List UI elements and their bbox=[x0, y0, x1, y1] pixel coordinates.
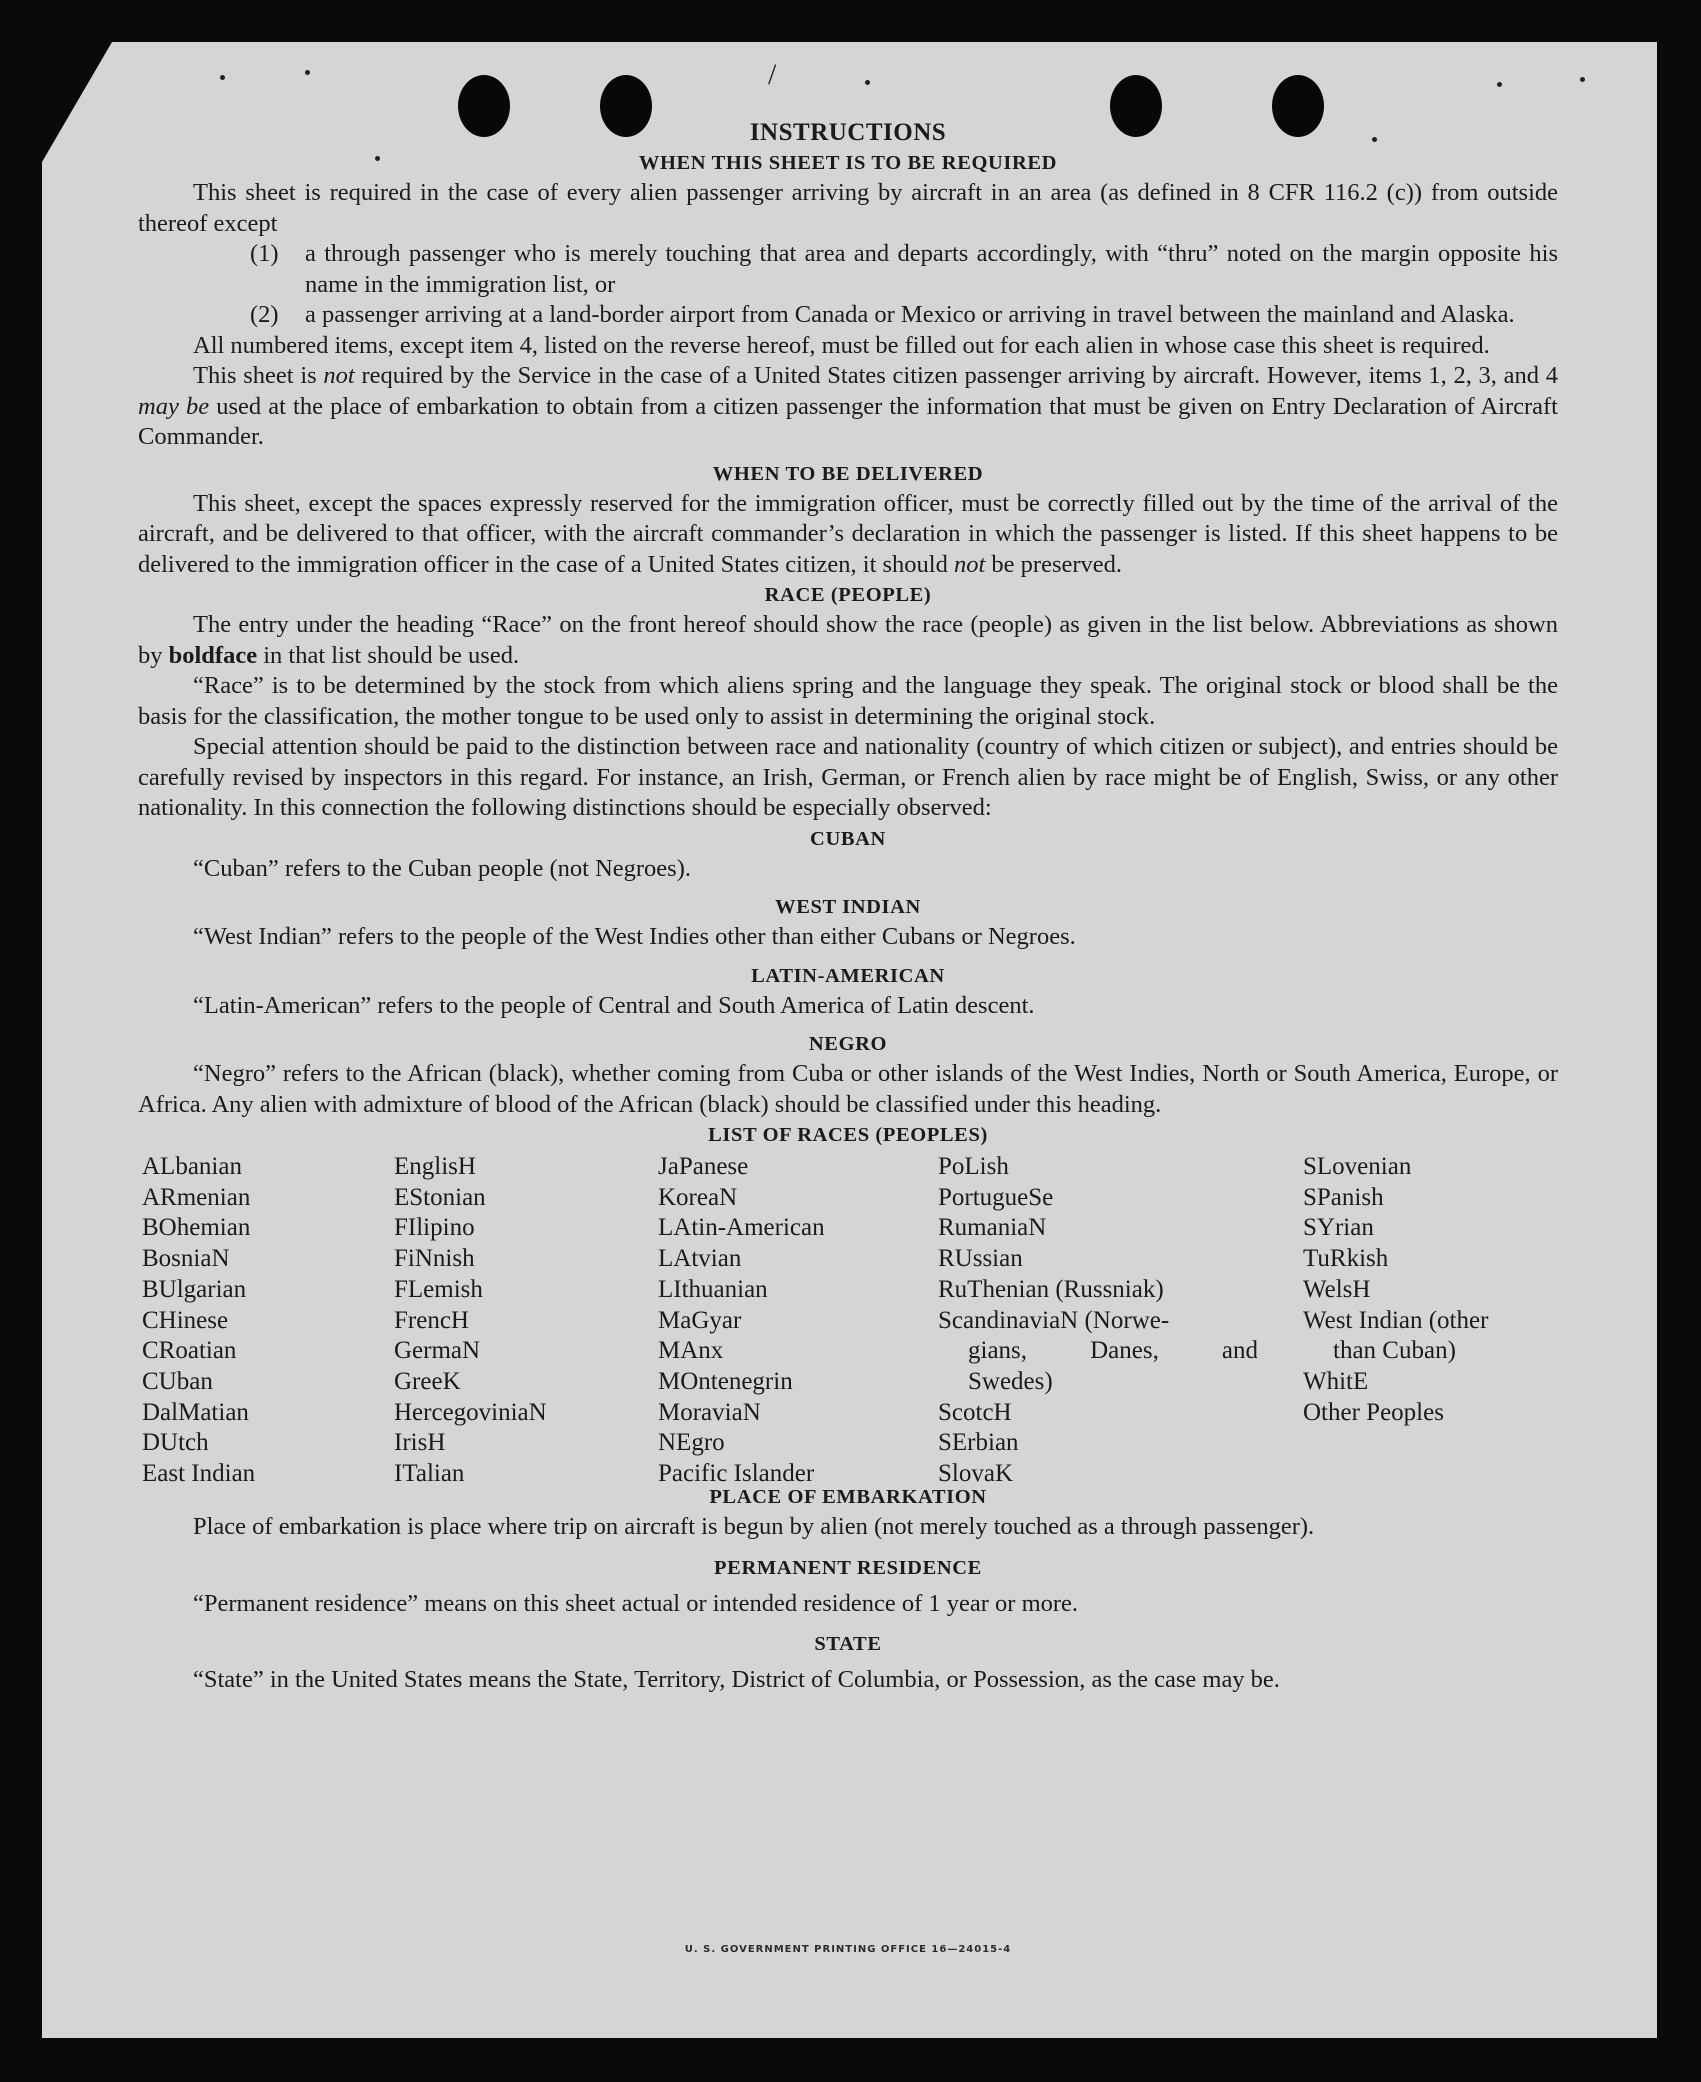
section-heading: LIST OF RACES (PEOPLES) bbox=[708, 1124, 988, 1146]
speck bbox=[220, 75, 225, 80]
race-item: SLovenian bbox=[1303, 1153, 1412, 1180]
speck bbox=[1580, 77, 1585, 82]
race-item: MoraviaN bbox=[658, 1398, 761, 1426]
race-item: MAnx bbox=[658, 1337, 724, 1365]
section-heading: PLACE OF EMBARKATION bbox=[709, 1486, 987, 1508]
race-item: EnglisH bbox=[394, 1153, 476, 1180]
text-run: The entry under the heading “Race” on the front hereof should show the race (people) as given in the list below. Abbreviations as shown by bbox=[138, 611, 1558, 669]
race-item: FrencH bbox=[394, 1306, 469, 1334]
paragraph: This sheet is required in the case of every alien passenger arriving by aircraft in an area (as defined in 8 CFR 116.2 (c)) from outside thereof except bbox=[138, 179, 1558, 237]
race-item: SErbian bbox=[938, 1429, 1019, 1457]
race-continuation bbox=[938, 1336, 1258, 1367]
section-heading: PERMANENT RESIDENCE bbox=[714, 1556, 982, 1579]
speck bbox=[1497, 82, 1502, 87]
paragraph: “Negro” refers to the African (black), whether coming from Cuba or other islands of the West Indies, North or South America, Europe, or Africa. Any alien with admixture of blood of the African (black) should be classified under this heading. bbox=[138, 1060, 1558, 1118]
italic-run: not bbox=[953, 550, 986, 578]
race-item: PoLish bbox=[938, 1153, 1009, 1180]
races-column bbox=[938, 1152, 1258, 1490]
pen-mark: / bbox=[768, 58, 777, 91]
race-item: RuThenian (Russniak) bbox=[938, 1275, 1164, 1303]
item-number: (1) bbox=[250, 240, 279, 267]
race-item: FIlipino bbox=[394, 1214, 475, 1242]
instructions-body bbox=[138, 118, 1558, 1696]
text-run: in that list should be used. bbox=[257, 641, 520, 669]
race-group bbox=[1303, 1367, 1488, 1428]
race-item: LAtvian bbox=[658, 1245, 742, 1273]
race-item: RUssian bbox=[938, 1245, 1023, 1273]
race-item: JaPanese bbox=[658, 1153, 749, 1180]
paragraph: “Latin-American” refers to the people of Central and South America of Latin descent. bbox=[193, 991, 1035, 1019]
list-item bbox=[138, 239, 1558, 300]
race-item: GreeK bbox=[394, 1367, 461, 1395]
race-item: West Indian (other bbox=[1303, 1306, 1489, 1334]
race-item: PortugueSe bbox=[938, 1183, 1054, 1211]
section-heading: NEGRO bbox=[808, 1033, 888, 1055]
race-item: DalMatian bbox=[142, 1398, 249, 1426]
printer-footer: U. S. GOVERNMENT PRINTING OFFICE 16—24015-4 bbox=[684, 1944, 1012, 1955]
race-item: IrisH bbox=[394, 1429, 446, 1457]
paragraph bbox=[138, 610, 1558, 671]
race-item: LIthuanian bbox=[658, 1275, 768, 1303]
paragraph bbox=[138, 361, 1558, 453]
section-heading: WEST INDIAN bbox=[775, 896, 921, 918]
section-heading: RACE (PEOPLE) bbox=[764, 584, 932, 606]
paragraph: Special attention should be paid to the distinction between race and nationality (country of which citizen or subject), and entries should be carefully revised by inspectors in this regard. For instance, an Irish, German, or French alien by race might be of English, Swiss, or any other nationality. In this connection the following distinctions should be especially observed: bbox=[138, 733, 1558, 821]
race-word: gians, bbox=[968, 1337, 1028, 1365]
item-text: a passenger arriving at a land-border airport from Canada or Mexico or arriving in travel between the mainland and Alaska. bbox=[305, 301, 1515, 328]
text-run: used at the place of embarkation to obtain from a citizen passenger the information that must be given on Entry Declaration of Aircraft Commander. bbox=[138, 392, 1558, 450]
section-heading: WHEN TO BE DELIVERED bbox=[712, 462, 984, 485]
paragraph: “State” in the United States means the State, Territory, District of Columbia, or Possession, as the case may be. bbox=[193, 1666, 1280, 1693]
paragraph: “Race” is to be determined by the stock from which aliens spring and the language they speak. The original stock or blood shall be the basis for the classification, the mother tongue to be used only to assist in determining the original stock. bbox=[138, 672, 1558, 730]
race-item: SPanish bbox=[1303, 1183, 1384, 1211]
race-item: ARmenian bbox=[142, 1183, 251, 1211]
race-item: WhitE bbox=[1303, 1367, 1369, 1395]
race-item: ScandinaviaN (Norwe- bbox=[938, 1306, 1170, 1334]
races-column bbox=[1303, 1152, 1488, 1428]
folded-corner bbox=[42, 42, 112, 162]
race-item: ALbanian bbox=[142, 1153, 242, 1180]
races-column bbox=[658, 1152, 825, 1490]
race-item: East Indian bbox=[142, 1460, 256, 1488]
item-number: (2) bbox=[250, 301, 279, 328]
italic-run: not bbox=[323, 362, 355, 389]
paragraph: “West Indian” refers to the people of the West Indies other than either Cubans or Negroes. bbox=[193, 923, 1076, 950]
list-item bbox=[138, 300, 1558, 331]
race-item: BUlgarian bbox=[142, 1275, 247, 1303]
race-item: Swedes) bbox=[968, 1367, 1053, 1395]
section-heading: WHEN THIS SHEET IS TO BE REQUIRED bbox=[638, 152, 1058, 174]
race-group bbox=[938, 1398, 1258, 1490]
section-heading: LATIN-AMERICAN bbox=[751, 964, 945, 987]
race-item: NEgro bbox=[658, 1429, 725, 1457]
race-item: BosniaN bbox=[142, 1245, 230, 1273]
paragraph: “Cuban” refers to the Cuban people (not Negroes). bbox=[193, 854, 691, 882]
race-item: MOntenegrin bbox=[658, 1367, 793, 1395]
race-item: FLemish bbox=[394, 1275, 483, 1303]
race-item: CHinese bbox=[142, 1306, 229, 1334]
race-item: DUtch bbox=[142, 1429, 209, 1457]
race-item: WelsH bbox=[1303, 1275, 1371, 1303]
italic-run: may be bbox=[138, 392, 210, 420]
section-heading: CUBAN bbox=[810, 827, 886, 850]
race-item: ScotcH bbox=[938, 1398, 1012, 1426]
race-item: CRoatian bbox=[142, 1337, 237, 1365]
race-item: EStonian bbox=[394, 1183, 486, 1211]
item-text: a through passenger who is merely touching that area and departs accordingly, with “thru” noted on the margin opposite his name in the immigration list, or bbox=[305, 240, 1558, 298]
text-run: be preserved. bbox=[985, 550, 1123, 578]
speck bbox=[865, 80, 870, 85]
races-column bbox=[142, 1152, 255, 1490]
section-heading: STATE bbox=[814, 1633, 882, 1655]
race-item: CUban bbox=[142, 1367, 213, 1395]
races-column bbox=[394, 1152, 547, 1490]
race-item: HercegoviniaN bbox=[394, 1398, 547, 1426]
race-word: Danes, bbox=[1090, 1337, 1159, 1365]
race-item: FiNnish bbox=[394, 1245, 475, 1273]
text-run: This sheet, except the spaces expressly reserved for the immigration officer, must be correctly filled out by the time of the arrival of the aircraft, and be delivered to that officer, with the aircraft commander’s declaration in which the passenger is listed. If this sheet happens to be delivered to the immigration officer in the case of a United States citizen, it should bbox=[138, 489, 1558, 578]
paragraph: “Permanent residence” means on this sheet actual or intended residence of 1 year or more. bbox=[193, 1589, 1079, 1617]
text-run: required by the Service in the case of a United States citizen passenger arriving by aircraft. However, items 1, 2, 3, and 4 bbox=[354, 362, 1558, 389]
race-item: SlovaK bbox=[938, 1460, 1013, 1488]
race-item: KoreaN bbox=[658, 1183, 738, 1211]
race-item: SYrian bbox=[1303, 1214, 1374, 1242]
race-item: Other Peoples bbox=[1303, 1398, 1444, 1426]
race-item: MaGyar bbox=[658, 1306, 742, 1334]
race-item: ITalian bbox=[394, 1460, 465, 1488]
race-word: and bbox=[1221, 1337, 1258, 1365]
race-item: RumaniaN bbox=[938, 1214, 1047, 1242]
bold-run: boldface bbox=[168, 641, 258, 669]
speck bbox=[305, 70, 310, 75]
race-group bbox=[1303, 1152, 1488, 1336]
races-list bbox=[138, 1152, 1558, 1488]
race-item: LAtin-American bbox=[658, 1214, 825, 1242]
paragraph bbox=[138, 489, 1558, 581]
race-item: TuRkish bbox=[1303, 1245, 1389, 1273]
paragraph: All numbered items, except item 4, listed on the reverse hereof, must be filled out for each alien in whose case this sheet is required. bbox=[193, 331, 1490, 359]
text-run: This sheet is bbox=[193, 362, 324, 389]
race-group bbox=[938, 1152, 1258, 1336]
race-item: BOhemian bbox=[142, 1214, 251, 1242]
race-item: GermaN bbox=[394, 1337, 481, 1365]
race-item: than Cuban) bbox=[1333, 1337, 1456, 1365]
race-item: Pacific Islander bbox=[658, 1460, 815, 1488]
paragraph: Place of embarkation is place where trip on aircraft is begun by alien (not merely touched as a through passenger). bbox=[193, 1513, 1315, 1540]
page-title: INSTRUCTIONS bbox=[749, 119, 947, 146]
